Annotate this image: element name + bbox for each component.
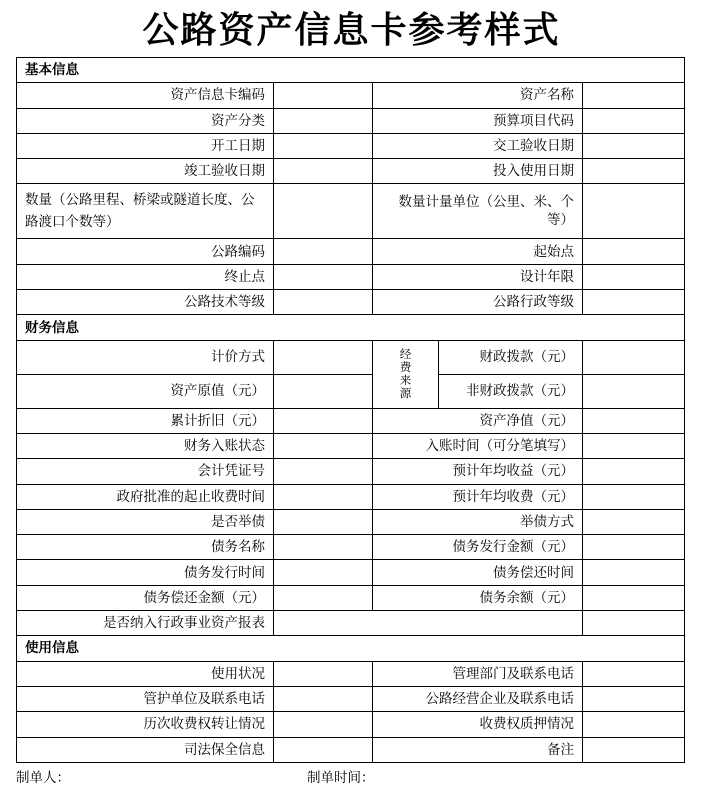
preparer-label: 制单人：: [16, 770, 70, 786]
field-value-cell[interactable]: [583, 661, 685, 686]
field-label: 公路经营企业及联系电话: [373, 686, 583, 711]
field-value-cell[interactable]: [274, 509, 373, 534]
field-value-cell[interactable]: [583, 712, 685, 737]
field-label: 管护单位及联系电话: [17, 686, 274, 711]
field-value-cell[interactable]: [274, 712, 373, 737]
field-label: 设计年限: [373, 264, 583, 289]
field-label: 政府批准的起止收费时间: [17, 484, 274, 509]
field-value-cell[interactable]: [274, 133, 373, 158]
field-value-cell[interactable]: [274, 535, 373, 560]
section-basic-info: 基本信息: [17, 58, 685, 83]
field-value-cell[interactable]: [583, 433, 685, 458]
field-value-cell[interactable]: [583, 737, 685, 762]
field-value-cell[interactable]: [274, 661, 373, 686]
field-value-cell[interactable]: [274, 459, 373, 484]
field-label: 收费权质押情况: [373, 712, 583, 737]
field-value-cell[interactable]: [583, 408, 685, 433]
prepared-time-label: 制单时间：: [307, 770, 375, 786]
field-label: 是否举债: [17, 509, 274, 534]
page-title: 公路资产信息卡参考样式: [142, 9, 561, 51]
field-label: 投入使用日期: [373, 159, 583, 184]
field-value-cell[interactable]: [583, 83, 685, 108]
field-label: 终止点: [17, 264, 274, 289]
field-label: 起始点: [373, 239, 583, 264]
field-label: 司法保全信息: [17, 737, 274, 762]
field-label: 预计年均收益（元）: [373, 459, 583, 484]
field-label: 数量（公路里程、桥梁或隧道长度、公路渡口个数等）: [17, 184, 274, 239]
field-value-cell[interactable]: [583, 184, 685, 239]
field-value-cell[interactable]: [274, 239, 373, 264]
field-label: 竣工验收日期: [17, 159, 274, 184]
field-label: 公路技术等级: [17, 290, 274, 315]
field-label: 财务入账状态: [17, 433, 274, 458]
field-value-cell[interactable]: [583, 560, 685, 585]
funding-source-label: [373, 340, 439, 408]
field-value-cell[interactable]: [274, 484, 373, 509]
field-value-cell[interactable]: [274, 83, 373, 108]
field-label: 会计凭证号: [17, 459, 274, 484]
field-value-cell[interactable]: [274, 560, 373, 585]
field-value-cell[interactable]: [583, 459, 685, 484]
field-value-cell[interactable]: [583, 484, 685, 509]
field-value-cell[interactable]: [274, 408, 373, 433]
field-label: 计价方式: [17, 340, 274, 374]
field-value-cell[interactable]: [583, 133, 685, 158]
field-label: 累计折旧（元）: [17, 408, 274, 433]
field-value-cell[interactable]: [274, 374, 373, 408]
field-value-cell[interactable]: [274, 264, 373, 289]
field-label: 债务偿还金额（元）: [17, 585, 274, 610]
field-value-cell[interactable]: [274, 108, 373, 133]
field-value-cell[interactable]: [274, 585, 373, 610]
field-label: 债务余额（元）: [373, 585, 583, 610]
field-label: 开工日期: [17, 133, 274, 158]
field-value-cell[interactable]: [583, 535, 685, 560]
field-label: 债务发行金额（元）: [373, 535, 583, 560]
asset-info-table: [16, 57, 685, 763]
field-value-cell[interactable]: [583, 611, 685, 636]
field-label: 是否纳入行政事业资产报表: [17, 611, 274, 636]
field-value-cell[interactable]: [583, 264, 685, 289]
field-label: 财政拨款（元）: [439, 340, 583, 374]
field-value-cell[interactable]: [583, 108, 685, 133]
section-finance-info: 财务信息: [17, 315, 685, 340]
field-value-cell[interactable]: [583, 340, 685, 374]
section-usage-info: 使用信息: [17, 636, 685, 661]
field-label: 资产名称: [373, 83, 583, 108]
field-label: 资产分类: [17, 108, 274, 133]
field-label: 预计年均收费（元）: [373, 484, 583, 509]
field-value-cell[interactable]: [583, 374, 685, 408]
field-value-cell[interactable]: [274, 433, 373, 458]
field-label: 债务发行时间: [17, 560, 274, 585]
field-value-cell[interactable]: [583, 509, 685, 534]
field-label: 公路编码: [17, 239, 274, 264]
field-value-cell[interactable]: [274, 611, 583, 636]
field-value-cell[interactable]: [583, 290, 685, 315]
field-label: 非财政拨款（元）: [439, 374, 583, 408]
field-value-cell[interactable]: [274, 290, 373, 315]
field-value-cell[interactable]: [583, 585, 685, 610]
field-label: 公路行政等级: [373, 290, 583, 315]
field-value-cell[interactable]: [274, 159, 373, 184]
field-label: 资产净值（元）: [373, 408, 583, 433]
field-value-cell[interactable]: [583, 239, 685, 264]
field-label: 管理部门及联系电话: [373, 661, 583, 686]
field-value-cell[interactable]: [583, 159, 685, 184]
field-label: 债务名称: [17, 535, 274, 560]
field-label: 使用状况: [17, 661, 274, 686]
field-label: 历次收费权转让情况: [17, 712, 274, 737]
field-label: 预算项目代码: [373, 108, 583, 133]
field-value-cell[interactable]: [583, 686, 685, 711]
field-label: 入账时间（可分笔填写）: [373, 433, 583, 458]
field-label: 债务偿还时间: [373, 560, 583, 585]
field-label: 资产原值（元）: [17, 374, 274, 408]
field-label: 交工验收日期: [373, 133, 583, 158]
field-value-cell[interactable]: [274, 340, 373, 374]
field-label: 资产信息卡编码: [17, 83, 274, 108]
field-label: 举债方式: [373, 509, 583, 534]
field-value-cell[interactable]: [274, 686, 373, 711]
funding-source-text: 经 费 来 源: [399, 347, 412, 401]
field-value-cell[interactable]: [274, 184, 373, 239]
field-value-cell[interactable]: [274, 737, 373, 762]
field-label: 备注: [373, 737, 583, 762]
field-label: 数量计量单位（公里、米、个等）: [373, 184, 583, 239]
